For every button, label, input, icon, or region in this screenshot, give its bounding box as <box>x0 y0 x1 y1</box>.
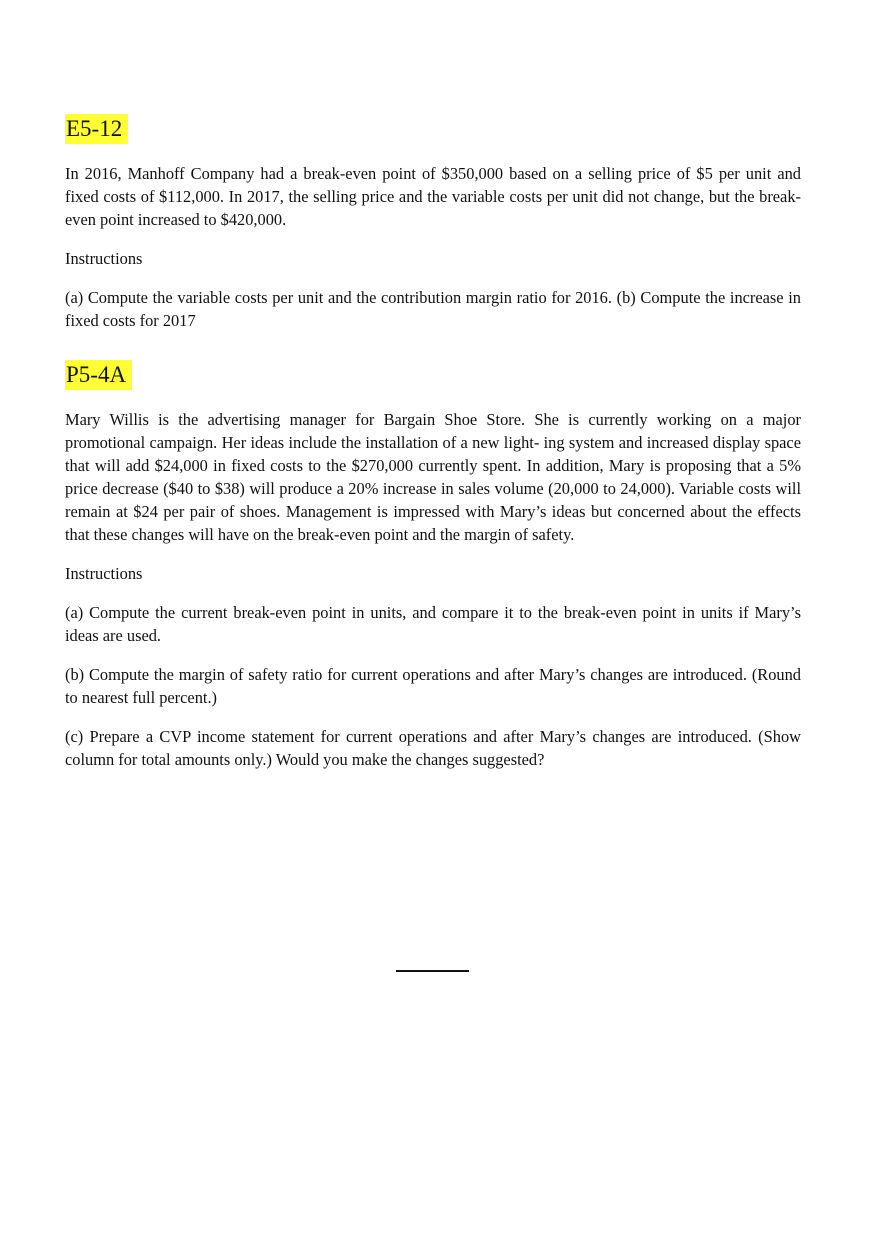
instruction-item-c: (c) Prepare a CVP income statement for current operations and after Mary’s changes are introduced. (Show column for total amounts only.) Would you make the changes suggested? <box>65 727 801 769</box>
footer-rule <box>396 970 469 972</box>
document-page <box>65 114 801 787</box>
instruction-item-a: (a) Compute the current break-even point in units, and compare it to the break-even point in units if Mary’s ideas are used. <box>65 603 801 645</box>
instruction-text: (a) Compute the variable costs per unit and the contribution margin ratio for 2016. (b) Compute the increase in fixed costs for 2017 <box>65 288 801 330</box>
instructions-label: Instructions <box>65 564 143 583</box>
exercise-paragraph: In 2016, Manhoff Company had a break-even point of $350,000 based on a selling price of $5 per unit and fixed costs of $112,000. In 2017, the selling price and the variable costs per unit did not change, but the break-even point increased to $420,000. <box>65 164 801 229</box>
instructions-label: Instructions <box>65 249 143 268</box>
problem-paragraph: Mary Willis is the advertising manager for Bargain Shoe Store. She is currently working on a major promotional campaign. Her ideas include the installation of a new light- ing system and increased display space that will add $24,000 in fixed costs to the $270,000 currently spent. In addition, Mary is proposing that a 5% price decrease ($40 to $38) will produce a 20% increase in sales volume (20,000 to 24,000). Variable costs will remain at $24 per pair of shoes. Management is impressed with Mary’s ideas but concerned about the effects that these changes will have on the break-even point and the margin of safety. <box>65 410 801 544</box>
problem-heading-p5-4a: P5-4A <box>65 360 132 390</box>
exercise-heading-e5-12: E5-12 <box>65 114 128 144</box>
instruction-item-b: (b) Compute the margin of safety ratio for current operations and after Mary’s changes are introduced. (Round to nearest full percent.) <box>65 665 801 707</box>
